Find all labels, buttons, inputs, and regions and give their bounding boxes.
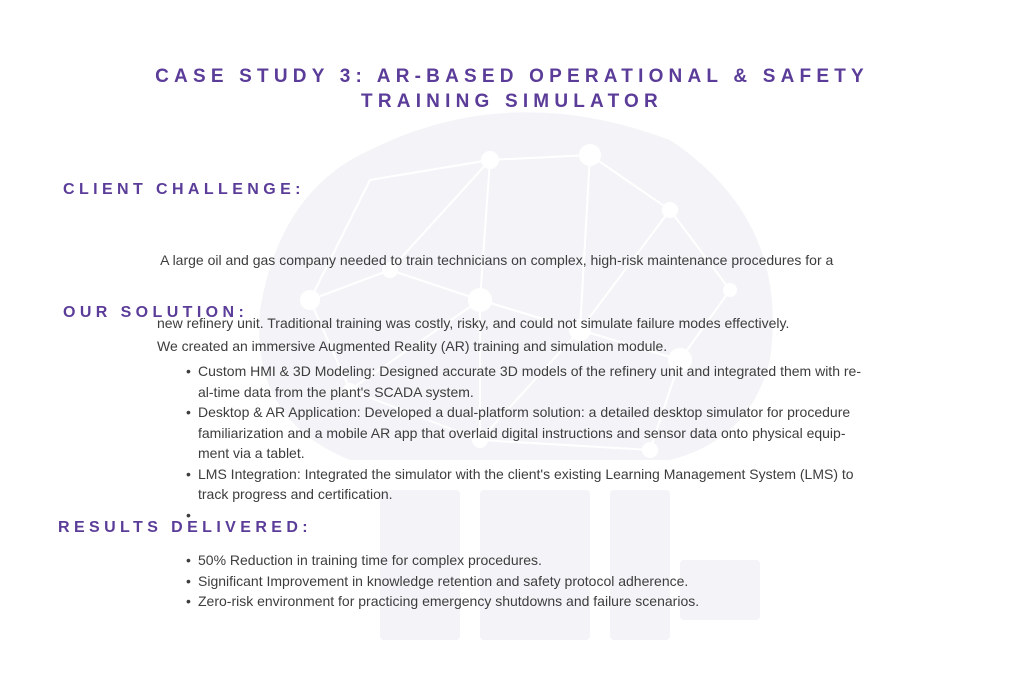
bullet-line: track progress and certification. — [198, 486, 393, 502]
page-title-line-1: CASE STUDY 3: AR-BASED OPERATIONAL & SAFETY — [155, 66, 869, 87]
client-challenge-text-line-2: new refinery unit. Traditional training was costly, risky, and could not simulate failure modes effectively. — [157, 315, 790, 331]
bullet-line: al-time data from the plant's SCADA system. — [198, 383, 474, 400]
list-item — [186, 505, 946, 517]
list-item: • Zero-risk environment for practicing emergency shutdowns and failure scenarios. — [186, 591, 946, 612]
our-solution-intro: We created an immersive Augmented Reality (AR) training and simulation module. — [157, 338, 668, 354]
bullet-line: familiarization and a mobile AR app that overlaid digital instructions and sensor data onto physical equip- — [198, 424, 846, 441]
bullet-line: • Custom HMI & 3D Modeling: Designed accurate 3D models of the refinery unit and integrated them with re- — [198, 363, 861, 379]
bullet-line: • Desktop & AR Application: Developed a dual-platform solution: a detailed desktop simulator for procedure — [198, 404, 851, 420]
list-item — [186, 402, 946, 464]
client-challenge-text-line-1: A large oil and gas company needed to train technicians on complex, high-risk maintenance procedures for a — [157, 252, 834, 268]
our-solution-heading: OUR SOLUTION: — [63, 304, 249, 321]
list-item — [186, 464, 946, 505]
results-delivered-heading: RESULTS DELIVERED: — [58, 519, 313, 536]
page-title-line-2: TRAINING SIMULATOR — [361, 91, 663, 112]
page-title — [0, 64, 1024, 114]
client-challenge-heading: CLIENT CHALLENGE: — [63, 181, 305, 198]
solution-bullet-list — [186, 361, 946, 517]
list-item — [186, 361, 946, 402]
results-bullet-list — [186, 550, 946, 612]
list-item: • Significant Improvement in knowledge retention and safety protocol adherence. — [186, 571, 946, 592]
list-item: • 50% Reduction in training time for complex procedures. — [186, 550, 946, 571]
bullet-line: ment via a tablet. — [198, 445, 305, 461]
bullet-line: • LMS Integration: Integrated the simulator with the client's existing Learning Management System (LMS) to — [198, 465, 854, 482]
